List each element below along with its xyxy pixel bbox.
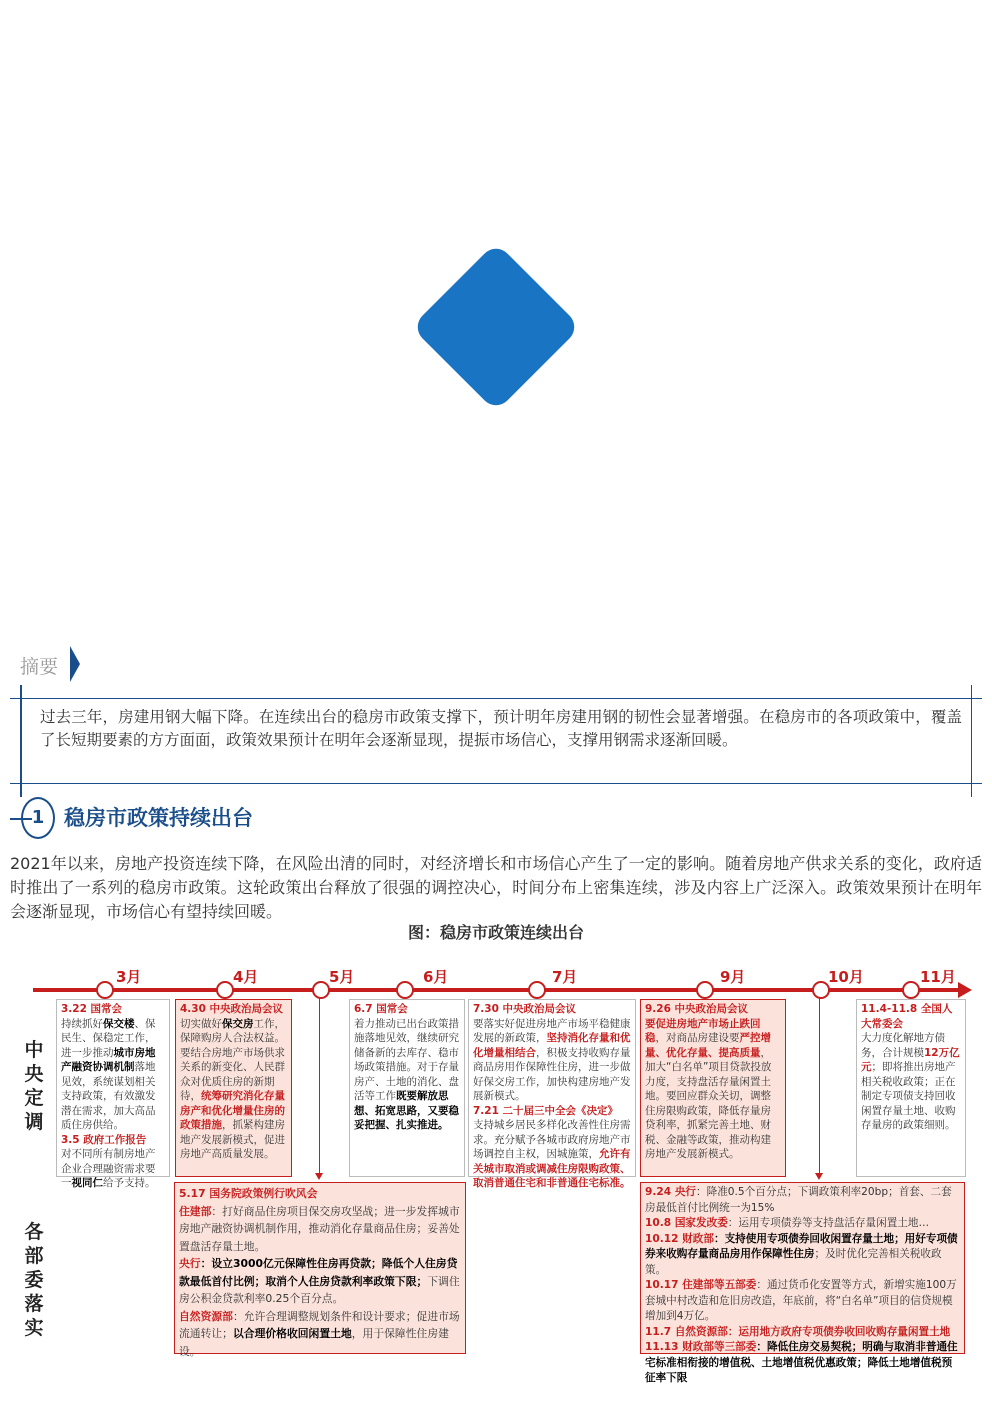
chevron-right-icon	[70, 646, 80, 682]
policy-card-0430: 4.30 中央政治局会议 切实做好保交房工作，保障购房人合法权益。要结合房地产市场供求关系的新变化、人民群众对优质住房的新期待，统筹研究消化存量房产和优化增量住房的政策措施，抓紧构建房地产发展新模式，促进房地产高质量发展。	[175, 999, 292, 1177]
row-label-departments: 各部委落实	[24, 1221, 44, 1339]
month-label: 3月	[116, 968, 142, 986]
month-label: 11月	[920, 968, 956, 986]
month-label: 6月	[423, 968, 449, 986]
row-label-central: 中央定调	[24, 1039, 44, 1133]
timeline-node	[216, 981, 234, 999]
policy-card-0926: 9.26 中央政治局会议 要促进房地产市场止跌回稳，对商品房建设要严控增量、优化存量、提高质量，加大“白名单”项目贷款投放力度，支持盘活存量闲置土地。要回应群众关切，调整住房限购政策，降低存量房贷利率，抓紧完善土地、财税、金融等政策，推动构建房地产发展新模式。	[640, 999, 786, 1177]
section-title: 稳房市政策持续出台	[64, 806, 253, 830]
logo-diamond-icon	[411, 242, 581, 412]
timeline-arrow-icon	[958, 982, 972, 998]
timeline-pointer-arrow-icon	[819, 998, 820, 1178]
month-label: 9月	[720, 968, 746, 986]
section-paragraph: 2021年以来，房地产投资连续下降，在风险出清的同时，对经济增长和市场信心产生了一定的影响。随着房地产供求关系的变化，政府适时推出了一系列的稳房市政策。这轮政策出台释放了很强的调控决心，时间分布上密集连续，涉及内容上广泛深入。政策效果预计在明年会逐渐显现，市场信心有望持续回暖。	[10, 854, 982, 921]
policy-card-0517: 5.17 国务院政策例行吹风会 住建部：打好商品住房项目保交房攻坚战；进一步发挥城市房地产融资协调机制作用，推动消化存量商品住房；妥善处置盘活存量土地。 央行：设立3000亿元保障性住房再贷款；降低个人住房贷款最低首付比例；取消个人住房贷款利率政策下限；下调住房公积金贷款利率0.25个百分点。 自然资源部：允许合理调整规划条件和设计要求；促进市场流通转让；以合理价格收回闲置土地，用于保障性住房建设。	[174, 1182, 466, 1354]
timeline-pointer-arrow-icon	[319, 998, 320, 1178]
policy-card-1104: 11.4-11.8 全国人大常委会 大力度化解地方债务，合计规模12万亿元；即将推出房地产相关税收政策；正在制定专项债支持回收闲置存量土地、收购存量房的政策细则。	[856, 999, 966, 1177]
timeline-node	[396, 981, 414, 999]
month-label: 4月	[233, 968, 259, 986]
abstract-text: 过去三年，房建用钢大幅下降。在连续出台的稳房市政策支撑下，预计明年房建用钢的韧性会显著增强。在稳房市的各项政策中，覆盖了长短期要素的方方面面，政策效果预计在明年会逐渐显现，提振市场信心，支撑用钢需求逐渐回暖。	[40, 708, 962, 749]
abstract-label: 摘要	[20, 656, 59, 678]
policy-card-0322: 3.22 国常会 持续抓好保交楼、保民生、保稳定工作，进一步推动城市房地产融资协调机制落地见效，系统谋划相关支持政策，有效激发潜在需求，加大高品质住房供给。 3.5 政府工作报告 对不同所有制房地产企业合理融资需求要一视同仁给予支持。	[56, 999, 170, 1177]
policy-card-0924: 9.24 央行：降准0.5个百分点；下调政策利率20bp；首套、二套房最低首付比例统一为15% 10.8 国家发改委：运用专项债券等支持盘活存量闲置土地… 10.12 财政部：支持使用专项债券回收闲置存量土地；用好专项债券来收购存量商品房用作保障性住房；及时优化完善相关税收政策。 10.17 住建部等五部委：通过货币化安置等方式，新增实施100万套城中村改造和危旧房改造，年底前，将“白名单”项目的信贷规模增加到4万亿。 11.7 自然资源部：运用地方政府专项债券收回收购存量闲置土地 11.13 财政部等三部委：降低住房交易契税；明确与取消非普通住宅标准相衔接的增值税、土地增值税优惠政策；降低土地增值税预征率下限	[640, 1182, 965, 1354]
abstract-box	[10, 698, 982, 784]
month-label: 5月	[329, 968, 355, 986]
timeline-node	[528, 981, 546, 999]
timeline-node	[312, 981, 330, 999]
policy-card-0607: 6.7 国常会 着力推动已出台政策措施落地见效，继续研究储备新的去库存、稳市场政策措施。对于存量房产、土地的消化、盘活等工作既要解放思想、拓宽思路，又要稳妥把握、扎实推进。	[349, 999, 465, 1177]
figure-title: 图：稳房市政策连续出台	[407, 923, 584, 942]
month-label: 7月	[552, 968, 578, 986]
section-number: 1	[21, 797, 55, 839]
timeline-node	[902, 981, 920, 999]
timeline-node	[696, 981, 714, 999]
policy-card-0730: 7.30 中央政治局会议 要落实好促进房地产市场平稳健康发展的新政策，坚持消化存量和优化增量相结合，积极支持收购存量商品房用作保障性住房，进一步做好保交房工作，加快构建房地产发展新模式。 7.21 二十届三中全会《决定》 支持城乡居民多样化改善性住房需求。充分赋予各城市政府房地产市场调控自主权，因城施策，允许有关城市取消或调减住房限购政策、取消普通住宅和非普通住宅标准。	[468, 999, 636, 1177]
month-label: 10月	[828, 968, 864, 986]
timeline-node	[96, 981, 114, 999]
